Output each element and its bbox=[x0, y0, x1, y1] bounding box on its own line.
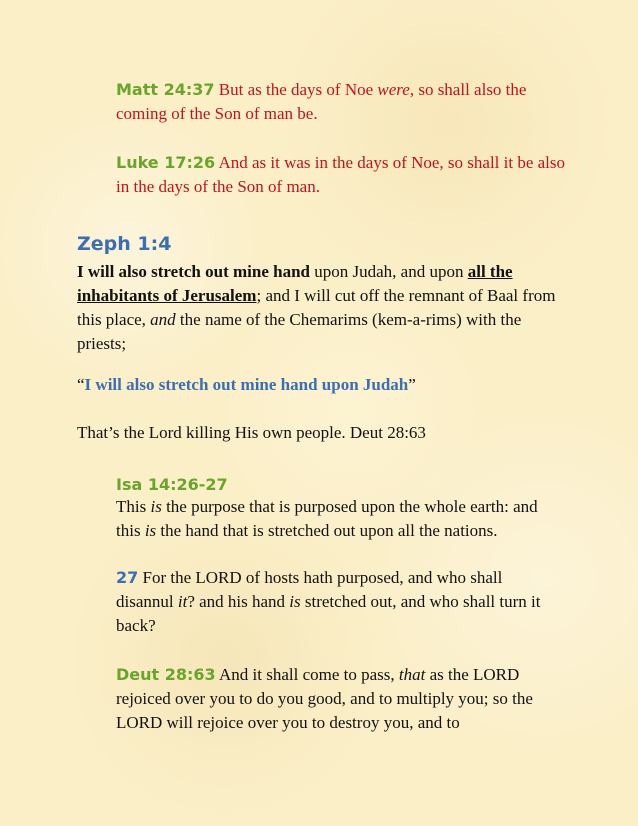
zeph-verse bbox=[77, 260, 561, 356]
isa-text-c: the hand that is stretched out upon all the nations. bbox=[156, 521, 498, 540]
isa-text-d: For the LORD of hosts hath purposed, and who shall disannul bbox=[116, 568, 503, 611]
isa-text-a: This bbox=[116, 497, 151, 516]
matt-text-c: , so shall also the coming of the Son of man be. bbox=[116, 80, 527, 123]
deut-italic: that bbox=[398, 665, 426, 684]
isa-italic-d: is bbox=[289, 592, 301, 611]
deut-verse bbox=[116, 663, 566, 735]
quote-line bbox=[77, 373, 577, 397]
isa-heading-row bbox=[116, 473, 566, 497]
comment-text: That’s the Lord killing His own people. Deut 28:63 bbox=[77, 423, 426, 442]
zeph-heading: Zeph 1:4 bbox=[77, 233, 172, 255]
matt-text-a: But as the days of Noe bbox=[214, 80, 378, 99]
zeph-text-c: the name of the Chemarims (kem-a-rims) with the priests; bbox=[77, 310, 522, 353]
zeph-bold-underlined: all the inhabitants of Jerusalem bbox=[77, 262, 513, 305]
matt-italic: were bbox=[377, 80, 410, 99]
deut-text-a: And it shall come to pass, bbox=[215, 665, 399, 684]
isa-italic-b: is bbox=[144, 521, 157, 540]
isa-text-f: stretched out, and who shall turn it back? bbox=[116, 592, 541, 635]
isa-italic-a: is bbox=[150, 497, 162, 516]
isa-verse-number: 27 bbox=[116, 568, 139, 587]
luke-text: And as it was in the days of Noe, so shall it be also in the days of the Son of man. bbox=[116, 153, 566, 196]
isa-italic-c: it bbox=[177, 592, 188, 611]
isa-text-e: ? and his hand bbox=[187, 592, 290, 611]
quote-text: I will also stretch out mine hand upon Judah bbox=[84, 375, 409, 394]
quote-close: ” bbox=[408, 375, 416, 394]
zeph-heading-row bbox=[77, 232, 577, 257]
matt-verse bbox=[116, 78, 566, 126]
isa-verse-27 bbox=[116, 566, 556, 638]
deut-reference: Deut 28:63 bbox=[116, 665, 216, 684]
zeph-text-a: upon Judah, and upon bbox=[310, 262, 468, 281]
zeph-italic: and bbox=[150, 310, 176, 329]
isa-reference: Isa 14:26-27 bbox=[116, 475, 228, 494]
comment-line bbox=[77, 421, 577, 445]
deut-text-b: as the LORD rejoiced over you to do you good, and to multiply you; so the LORD will rejoice over you to destroy you, and to bbox=[116, 665, 533, 732]
zeph-text-b: ; and I will cut off the remnant of Baal from this place, bbox=[77, 286, 556, 329]
matt-reference: Matt 24:37 bbox=[116, 80, 215, 99]
luke-reference: Luke 17:26 bbox=[116, 153, 216, 172]
isa-text-b: the purpose that is purposed upon the whole earth: and this bbox=[116, 497, 538, 540]
quote-open: “ bbox=[77, 375, 85, 394]
zeph-bold-lead: I will also stretch out mine hand bbox=[77, 262, 310, 281]
isa-verse-26 bbox=[116, 495, 566, 543]
luke-verse bbox=[116, 151, 566, 199]
